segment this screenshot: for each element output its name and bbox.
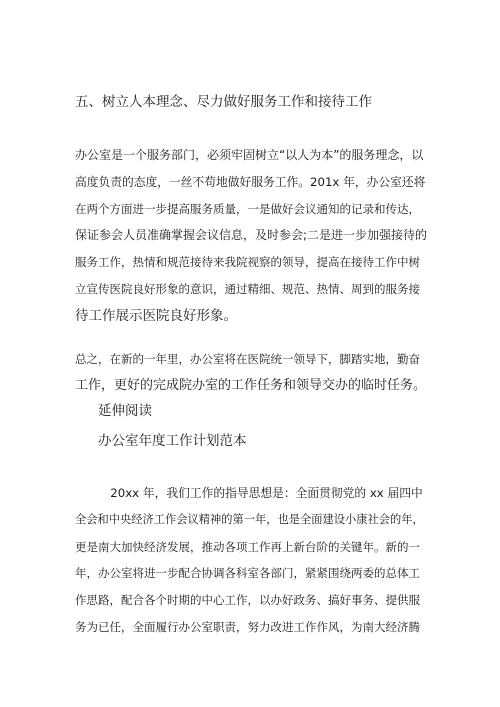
related-reading-label: 延伸阅读 <box>98 403 152 419</box>
paragraph-summary <box>75 346 427 400</box>
paragraph-line: 待工作展示医院良好形象。 <box>75 307 237 324</box>
paragraph-line: 年，办公室将进一步配合协调各科室各部门，紧紧围绕两委的总体工 <box>75 566 420 581</box>
paragraph-line: 在两个方面进一步提高服务质量，一是做好会议通知的记录和传达， <box>75 201 420 216</box>
paragraph-plan-intro <box>75 480 427 641</box>
paragraph-line: 保证参会人员准确掌握会议信息，及时参会;二是进一步加强接待的 <box>75 228 428 243</box>
paragraph-line: 工作，更好的完成院办室的工作任务和领导交办的临时任务。 <box>75 377 427 393</box>
paragraph-line: 立宣传医院良好形象的意识，通过精细、规范、热情、周到的服务接 <box>75 281 420 296</box>
related-article-title: 办公室年度工作计划范本 <box>98 433 247 449</box>
paragraph-line: 务为已任，全面履行办公室职责，努力改进工作作风，为南大经济腾 <box>75 619 420 634</box>
section-heading: 五、树立人本理念、尽力做好服务工作和接待工作 <box>75 94 372 110</box>
paragraph-line: 更是南大加快经济发展，推动各项工作再上新台阶的关键年。新的一 <box>75 539 420 554</box>
paragraph-line: 作思路，配合各个时期的中心工作，以办好政务、搞好事务、提供服 <box>75 593 420 608</box>
paragraph-line: 服务工作，热情和规范接待来我院视察的领导，提高在接待工作中树 <box>75 255 420 270</box>
paragraph-line: 全会和中央经济工作会议精神的第一年，也是全面建设小康社会的年， <box>75 512 424 526</box>
paragraph-line: 高度负责的态度，一丝不苟地做好服务工作。201x 年，办公室还将 <box>75 174 426 189</box>
paragraph-service-work <box>75 142 427 330</box>
paragraph-line: 总之，在新的一年里，办公室将在医院统一领导下，脚踏实地，勤奋 <box>75 352 420 366</box>
paragraph-line: 办公室是一个服务部门，必须牢固树立“以人为本”的服务理念，以 <box>75 148 424 162</box>
paragraph-line: 20xx 年，我们工作的指导思想是：全面贯彻党的 xx 届四中 <box>75 486 423 500</box>
